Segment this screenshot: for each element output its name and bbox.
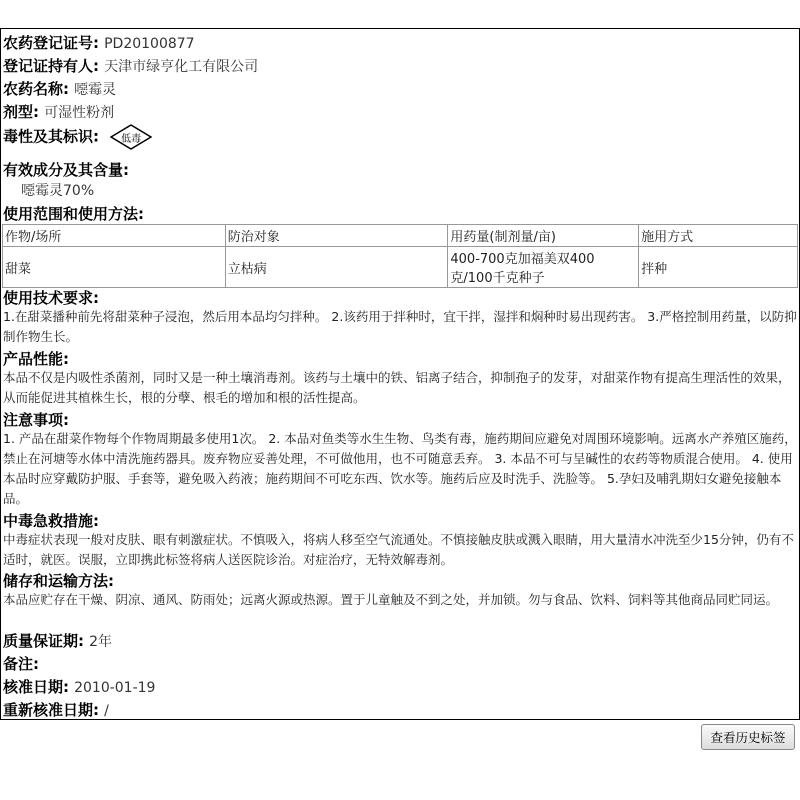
performance-label: 产品性能: [3,350,69,368]
usage-table-header [3,225,798,247]
reapproval-date-label: 重新核准日期: [3,701,99,719]
remark-label: 备注: [3,655,39,673]
usage-cell-method: 拌种 [639,247,798,288]
warranty-row [3,630,112,651]
reapproval-date-value: / [104,703,109,719]
low-toxicity-diamond-icon [110,124,152,150]
pesticide-name-label: 农药名称: [3,80,69,98]
pesticide-name-value: 噁霉灵 [74,82,117,98]
first-aid-label: 中毒急救措施: [3,512,99,530]
registration-number-label: 农药登记证号: [3,34,99,52]
approval-date-row [3,676,155,697]
ingredient-row [3,159,129,180]
formulation-row [3,101,114,122]
table-row [3,247,798,288]
formulation-label: 剂型: [3,103,39,121]
pesticide-name-row [3,78,116,99]
usage-table [2,224,798,288]
usage-cell-dosage: 400-700克加福美双400克/100千克种子 [448,247,639,288]
reapproval-date-row [3,699,109,720]
label-document [0,28,800,720]
remark-row [3,653,39,674]
usage-title-row [3,203,144,224]
usage-header-dosage: 用药量(制剂量/亩) [448,225,639,247]
holder-value: 天津市绿亨化工有限公司 [104,59,259,75]
usage-header-target: 防治对象 [225,225,448,247]
notice-label: 注意事项: [3,411,69,429]
toxicity-row [3,124,152,150]
usage-cell-crop: 甜菜 [3,247,226,288]
notice-text: 1. 产品在甜菜作物每个作物周期最多使用1次。 2. 本品对鱼类等水生生物、鸟类有毒，施药期间应避免对周围环境影响。远离水产养殖区施药，禁止在河塘等水体中清洗施药器具。废弃物应妥善处理，不可做他用，也不可随意丢弃。 3. 本品不可与呈碱性的农药等物质混合使用。 4. 使用本品时应穿戴防护服、手套等，避免吸入药液；施药期间不可吃东西、饮水等。施药后应及时洗手、洗脸等。 5.孕妇及哺乳期妇女避免接触本品。 [3,431,797,506]
performance-title-row [3,348,69,369]
toxicity-badge-text: 低毒 [121,134,142,145]
usage-header-method: 施用方式 [639,225,798,247]
warranty-label: 质量保证期: [3,632,84,650]
warranty-value: 2年 [89,634,113,650]
holder-row [3,55,258,76]
ingredient-value: 噁霉灵70% [21,183,95,199]
performance-text: 本品不仅是内吸性杀菌剂，同时又是一种土壤消毒剂。该药与土壤中的铁、铝离子结合，抑制孢子的发芽，对甜菜作物有提高生理活性的效果，从而能促进其植株生长，根的分孽、根毛的增加和根的活性提高。 [3,370,791,405]
storage-label: 储存和运输方法: [3,572,114,590]
ingredient-label: 有效成分及其含量: [3,161,129,179]
storage-text: 本品应贮存在干燥、阴凉、通风、防雨处；远离火源或热源。置于儿童触及不到之处，并加锁。勿与食品、饮料、饲料等其他商品同贮同运。 [3,592,779,607]
first-aid-text: 中毒症状表现一般对皮肤、眼有刺激症状。不慎吸入，将病人移至空气流通处。不慎接触皮肤或溅入眼睛，用大量清水冲洗至少15分钟，仍有不适时，就医。误服，立即携此标签将病人送医院诊治。对症治疗，无特效解毒剂。 [3,532,794,567]
tech-requirements-text: 1.在甜菜播种前先将甜菜种子浸泡，然后用本品均匀拌种。 2.该药用于拌种时，宜干拌，湿拌和焖种时易出现药害。 3.严格控制用药量，以防抑制作物生长。 [3,309,797,344]
toxicity-label: 毒性及其标识: [3,127,99,146]
tech-requirements-label: 使用技术要求: [3,289,99,307]
formulation-value: 可湿性粉剂 [44,105,115,121]
approval-date-value: 2010-01-19 [74,680,156,696]
registration-number-row [3,32,195,53]
notice-title-row [3,409,69,430]
usage-cell-target: 立枯病 [225,247,448,288]
approval-date-label: 核准日期: [3,678,69,696]
usage-label: 使用范围和使用方法: [3,205,144,223]
ingredient-value-row [21,180,94,200]
registration-number-value: PD20100877 [104,36,195,52]
storage-title-row [3,570,114,591]
holder-label: 登记证持有人: [3,57,99,75]
usage-header-crop: 作物/场所 [3,225,226,247]
tech-title-row [3,287,99,308]
view-history-labels-button[interactable]: 查看历史标签 [701,724,795,750]
first-aid-title-row [3,510,99,531]
